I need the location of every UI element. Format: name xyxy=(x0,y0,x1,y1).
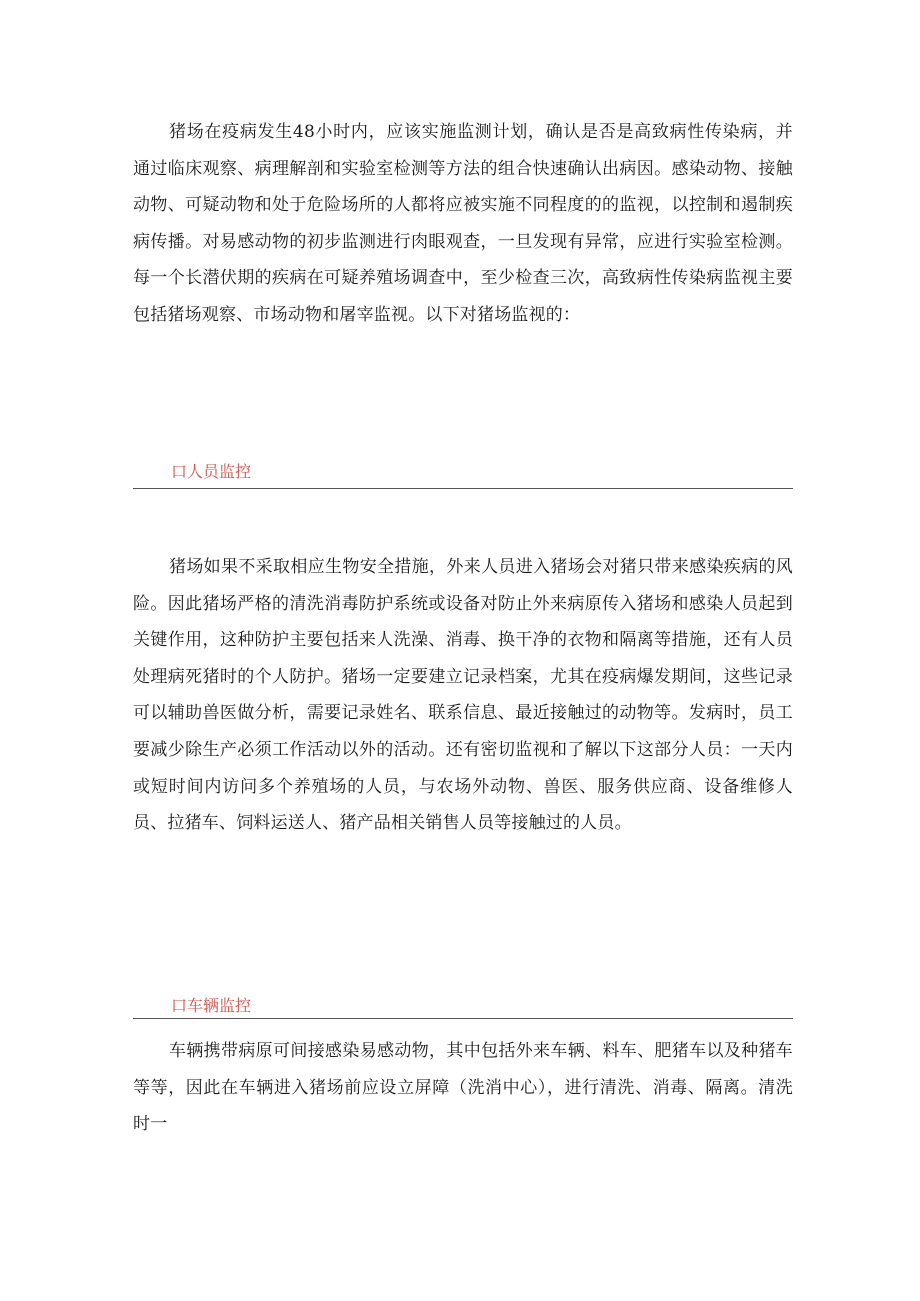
section-heading-vehicles: 口车辆监控 xyxy=(133,994,793,1019)
section-heading-personnel: 口人员监控 xyxy=(133,460,793,489)
intro-paragraph: 猪场在疫病发生48小时内，应该实施监测计划，确认是否是高致病性传染病，并通过临床观察、病理解剖和实验室检测等方法的组合快速确认出病因。感染动物、接触动物、可疑动物和处于危险场所的人都将应被实施不同程度的的监视，以控制和遏制疾病传播。对易感动物的初步监测进行肉眼观查，一旦发现有异常，应进行实验室检测。每一个长潜伏期的疾病在可疑养殖场调查中，至少检查三次，高致病性传染病监视主要包括猪场观察、市场动物和屠宰监视。以下对猪场监视的： xyxy=(133,122,793,325)
vehicles-paragraph: 车辆携带病原可间接感染易感动物，其中包括外来车辆、料车、肥猪车以及种猪车等等，因此在车辆进入猪场前应设立屏障（洗消中心），进行清洗、消毒、隔离。清洗时一 xyxy=(133,1041,793,1135)
personnel-paragraph: 猪场如果不采取相应生物安全措施，外来人员进入猪场会对猪只带来感染疾病的风险。因此猪场严格的清洗消毒防护系统或设备对防止外来病原传入猪场和感染人员起到关键作用，这种防护主要包括来人洗澡、消毒、换干净的衣物和隔离等措施，还有人员处理病死猪时的个人防护。猪场一定要建立记录档案，尤其在疫病爆发期间，这些记录可以辅助兽医做分析，需要记录姓名、联系信息、最近接触过的动物等。发病时，员工要减少除生产必须工作活动以外的活动。还有密切监视和了解以下这部分人员：一天内或短时间内访问多个养殖场的人员，与农场外动物、兽医、服务供应商、设备维修人员、拉猪车、饲料运送人、猪产品相关销售人员等接触过的人员。 xyxy=(133,557,793,834)
